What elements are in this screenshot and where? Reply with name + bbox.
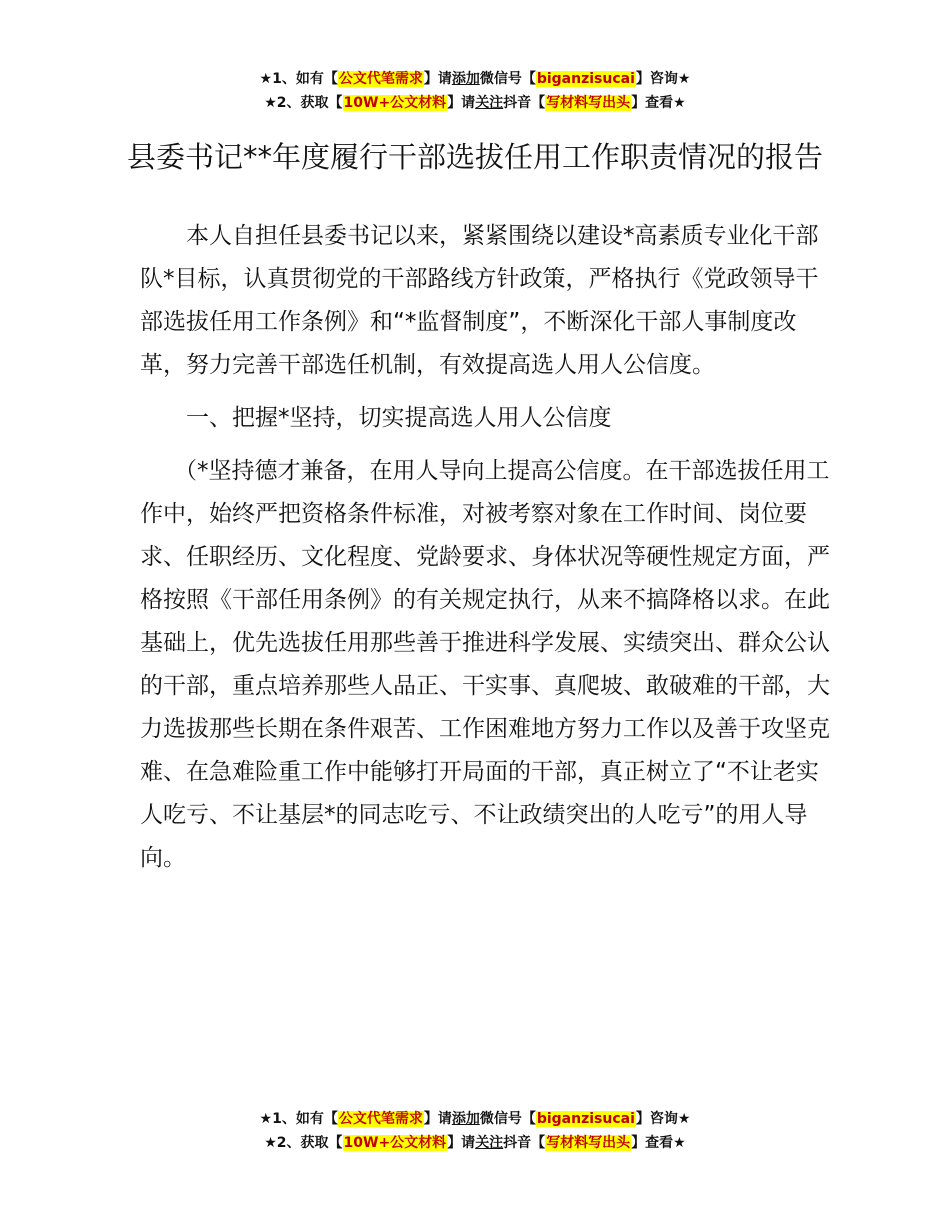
banner-text: 微信号【 [479,71,536,87]
banner-highlight: 公文代笔需求 [338,1111,423,1127]
section-heading: 一、把握*坚持，切实提高选人用人公信度 [186,405,612,431]
banner-text: 】查看★ [631,95,686,111]
banner-underlined-text: 添加 [451,71,480,87]
banner-highlight: biganzisucai [536,1111,635,1127]
banner-text: 】咨询★ [635,1111,691,1127]
banner-line-2 [0,1131,950,1155]
banner-underlined-text: 关注 [475,95,504,111]
body-paragraph: （*坚持德才兼备，在用人导向上提高公信度。在干部选拔任用工作中，始终严把资格条件标准，对被考察对象在工作时间、岗位要求、任职经历、文化程度、党龄要求、身体状况等硬性规定方面，严格按照《干部任用条例》的有关规定执行，从来不搞降格以求。在此基础上，优先选拔任用那些善于推进科学发展、实绩突出、群众公认的干部，重点培养那些人品正、干实事、真爬坡、敢破难的干部，大力选拔那些长期在条件艰苦、工作困难地方努力工作以及善于攻坚克难、在急难险重工作中能够打开局面的干部，真正树立了“不让老实人吃亏、不让基层*的同志吃亏、不让政绩突出的人吃亏”的用人导向。 [140,458,830,871]
banner-highlight: 10W+公文材料 [343,95,447,111]
banner-underlined-text: 关注 [475,1135,504,1151]
banner-text: ★1、如有【 [259,1111,338,1127]
banner-text: 】查看★ [631,1135,686,1151]
banner-text: ★2、获取【 [264,1135,343,1151]
banner-highlight: 写材料写出头 [546,1135,631,1151]
banner-highlight: 写材料写出头 [546,95,631,111]
header-banner [0,67,950,115]
banner-text: 抖音【 [503,95,546,111]
banner-line-1 [0,1107,950,1131]
banner-highlight: 10W+公文材料 [343,1135,447,1151]
banner-line-2 [0,91,950,115]
banner-text: ★2、获取【 [264,95,343,111]
banner-text: 抖音【 [503,1135,546,1151]
banner-text: 】请 [423,71,452,87]
document-body [140,215,830,880]
document-title: 县委书记**年度履行干部选拔任用工作职责情况的报告 [126,140,823,175]
banner-text: 】请 [447,95,476,111]
banner-text: 】请 [423,1111,452,1127]
intro-paragraph: 本人自担任县委书记以来，紧紧围绕以建设*高素质专业化干部队*目标，认真贯彻党的干部路线方针政策，严格执行《党政领导干部选拔任用工作条例》和“*监督制度”，不断深化干部人事制度改革，努力完善干部选任机制，有效提高选人用人公信度。 [140,223,819,378]
banner-text: 微信号【 [479,1111,536,1127]
banner-underlined-text: 添加 [451,1111,480,1127]
banner-highlight: 公文代笔需求 [338,71,423,87]
banner-line-1 [0,67,950,91]
banner-text: 】请 [447,1135,476,1151]
banner-text: ★1、如有【 [259,71,338,87]
banner-highlight: biganzisucai [536,71,635,87]
banner-text: 】咨询★ [635,71,691,87]
footer-banner [0,1107,950,1155]
